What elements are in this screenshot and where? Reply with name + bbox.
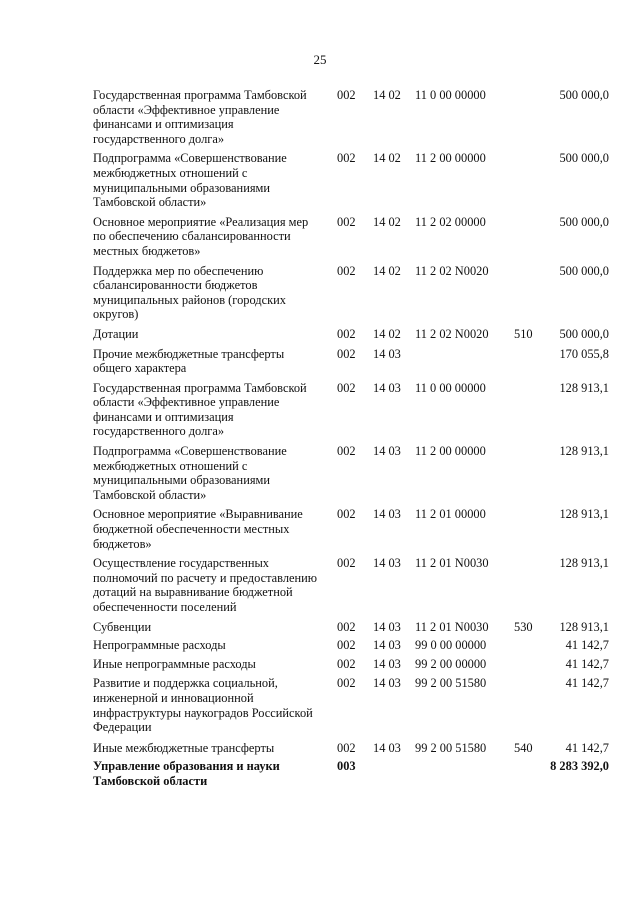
row-name: Иные непрограммные расходы bbox=[93, 656, 256, 671]
admin-code: 002 bbox=[337, 326, 356, 341]
section-code: 14 02 bbox=[373, 151, 401, 166]
table-row bbox=[93, 638, 609, 653]
section-code: 14 03 bbox=[373, 619, 401, 634]
expense-type-code: 530 bbox=[514, 619, 533, 634]
section-code: 14 03 bbox=[373, 556, 401, 571]
program-code: 11 2 02 N0020 bbox=[415, 263, 489, 278]
admin-code: 002 bbox=[337, 88, 356, 102]
row-name: Непрограммные расходы bbox=[93, 638, 226, 653]
section-code: 14 03 bbox=[373, 740, 401, 755]
admin-code: 002 bbox=[337, 638, 356, 653]
admin-code: 002 bbox=[337, 444, 356, 459]
program-code: 11 2 01 N0030 bbox=[415, 619, 489, 634]
amount: 128 913,1 bbox=[559, 444, 609, 459]
program-code: 99 2 00 51580 bbox=[415, 676, 487, 691]
table-row bbox=[93, 556, 609, 614]
row-name: Иные межбюджетные трансферты bbox=[93, 740, 275, 755]
section-code: 14 03 bbox=[373, 380, 401, 395]
section-code: 14 02 bbox=[373, 326, 401, 341]
program-code: 99 2 00 51580 bbox=[415, 740, 487, 755]
table-row bbox=[93, 88, 609, 146]
admin-code: 002 bbox=[337, 656, 356, 671]
admin-code: 002 bbox=[337, 151, 356, 166]
amount: 128 913,1 bbox=[559, 380, 609, 395]
table-row bbox=[93, 327, 609, 342]
amount: 128 913,1 bbox=[559, 619, 609, 634]
admin-code: 002 bbox=[337, 346, 356, 361]
section-code: 14 02 bbox=[373, 88, 401, 102]
amount: 500 000,0 bbox=[559, 151, 609, 166]
amount: 500 000,0 bbox=[559, 326, 609, 341]
amount: 500 000,0 bbox=[559, 88, 609, 102]
table-row bbox=[93, 676, 609, 734]
table-row bbox=[93, 507, 609, 551]
amount: 128 913,1 bbox=[559, 556, 609, 571]
section-code: 14 03 bbox=[373, 676, 401, 691]
section-code: 14 03 bbox=[373, 656, 401, 671]
amount: 41 142,7 bbox=[565, 740, 609, 755]
row-name: Осуществление государственных полномочий по расчету и предоставлению дотаций на выравнивание бюджетной обеспеченности поселений bbox=[93, 556, 318, 614]
admin-code: 002 bbox=[337, 214, 356, 229]
page-number: 25 bbox=[313, 52, 327, 67]
row-name: Развитие и поддержка социальной, инженерной и инновационной инфраструктуры наукоградов Российской Федерации bbox=[93, 676, 313, 735]
row-name: Субвенции bbox=[93, 619, 152, 634]
section-code: 14 03 bbox=[373, 507, 401, 522]
admin-code: 002 bbox=[337, 380, 356, 395]
program-code: 11 2 02 00000 bbox=[415, 214, 486, 229]
row-name: Государственная программа Тамбовской области «Эффективное управление финансами и оптимизация государственного долга» bbox=[93, 88, 307, 146]
program-code: 11 2 02 N0020 bbox=[415, 326, 489, 341]
program-code: 11 0 00 00000 bbox=[415, 380, 486, 395]
expense-type-code: 540 bbox=[514, 740, 533, 755]
program-code: 11 2 00 00000 bbox=[415, 444, 486, 459]
amount: 41 142,7 bbox=[565, 656, 609, 671]
table-row bbox=[93, 151, 609, 209]
program-code: 11 2 01 N0030 bbox=[415, 556, 489, 571]
row-name: Подпрограмма «Совершенствование межбюджетных отношений с муниципальными образованиями Тамбовской области» bbox=[93, 444, 287, 502]
row-name: Дотации bbox=[93, 326, 139, 341]
program-code: 11 0 00 00000 bbox=[415, 88, 486, 102]
amount: 8 283 392,0 bbox=[550, 759, 609, 774]
amount: 500 000,0 bbox=[559, 214, 609, 229]
admin-code: 002 bbox=[337, 507, 356, 522]
table-row bbox=[93, 264, 609, 322]
expense-type-code: 510 bbox=[514, 326, 533, 341]
table-row bbox=[93, 741, 609, 756]
section-code: 14 03 bbox=[373, 444, 401, 459]
table-row bbox=[93, 759, 609, 788]
admin-code: 002 bbox=[337, 556, 356, 571]
table-row bbox=[93, 620, 609, 635]
row-name: Основное мероприятие «Выравнивание бюджетной обеспеченности местных бюджетов» bbox=[93, 507, 303, 551]
row-name: Управление образования и науки Тамбовской области bbox=[93, 759, 280, 788]
admin-code: 002 bbox=[337, 263, 356, 278]
program-code: 11 2 00 00000 bbox=[415, 151, 486, 166]
row-name: Государственная программа Тамбовской области «Эффективное управление финансами и оптимизация государственного долга» bbox=[93, 380, 307, 439]
amount: 128 913,1 bbox=[559, 507, 609, 522]
table-row bbox=[93, 347, 609, 376]
section-code: 14 03 bbox=[373, 638, 401, 653]
program-code: 11 2 01 00000 bbox=[415, 507, 486, 522]
admin-code: 002 bbox=[337, 740, 356, 755]
admin-code: 002 bbox=[337, 619, 356, 634]
row-name: Подпрограмма «Совершенствование межбюджетных отношений с муниципальными образованиями Тамбовской области» bbox=[93, 151, 287, 210]
amount: 500 000,0 bbox=[559, 263, 609, 278]
table-row bbox=[93, 657, 609, 672]
amount: 170 055,8 bbox=[559, 346, 609, 361]
row-name: Основное мероприятие «Реализация мер по обеспечению сбалансированности местных бюджетов» bbox=[93, 214, 309, 258]
amount: 41 142,7 bbox=[565, 676, 609, 691]
table-row bbox=[93, 444, 609, 502]
program-code: 99 0 00 00000 bbox=[415, 638, 487, 653]
section-code: 14 02 bbox=[373, 214, 401, 229]
row-name: Прочие межбюджетные трансферты общего характера bbox=[93, 346, 285, 376]
section-code: 14 02 bbox=[373, 263, 401, 278]
program-code: 99 2 00 00000 bbox=[415, 656, 487, 671]
admin-code: 003 bbox=[337, 759, 356, 774]
section-code: 14 03 bbox=[373, 346, 401, 361]
row-name: Поддержка мер по обеспечению сбалансированности бюджетов муниципальных районов (городских округов) bbox=[93, 263, 286, 322]
admin-code: 002 bbox=[337, 676, 356, 691]
table-row bbox=[93, 381, 609, 439]
amount: 41 142,7 bbox=[565, 638, 609, 653]
table-row bbox=[93, 215, 609, 259]
budget-table bbox=[93, 88, 609, 789]
